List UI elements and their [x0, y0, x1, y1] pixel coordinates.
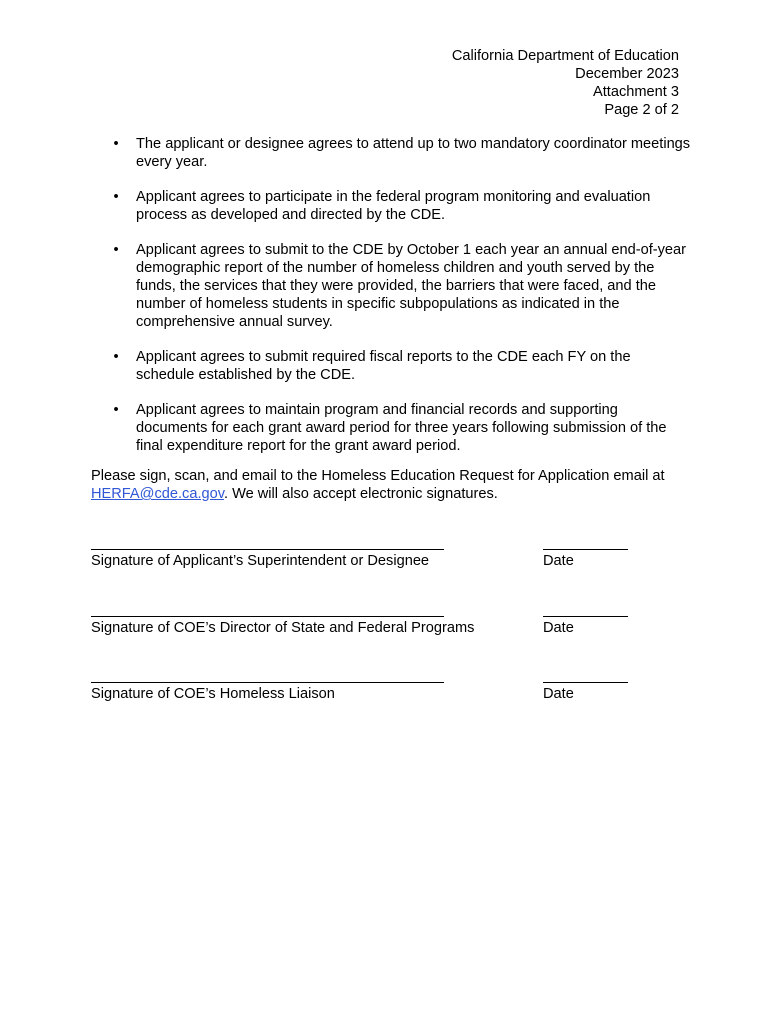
signature-label: Signature of Applicant’s Superintendent or Designee: [91, 553, 430, 569]
instructions-text-end: . We will also accept electronic signatures.: [223, 486, 498, 502]
agreement-item: [91, 348, 691, 384]
date-line[interactable]: [543, 682, 628, 683]
bullet-icon: •: [113, 242, 119, 258]
bullet-icon: •: [113, 349, 119, 365]
agreement-text: The applicant or designee agrees to attend up to two mandatory coordinator meetings every year.: [136, 136, 691, 170]
document-header: [452, 47, 679, 119]
header-date: December 2023: [575, 66, 679, 82]
agreement-text: Applicant agrees to maintain program and financial records and supporting documents for each grant award period for three years following submission of the final expenditure report for the grant award period.: [136, 402, 667, 454]
agreement-item: [91, 135, 691, 171]
date-label: Date: [543, 620, 574, 636]
signature-block-director: [91, 616, 651, 656]
bullet-icon: •: [113, 189, 119, 205]
date-label: Date: [543, 553, 574, 569]
date-line[interactable]: [543, 616, 628, 617]
instructions-text: Please sign, scan, and email to the Homeless Education Request for Application email at: [91, 468, 665, 484]
signature-line[interactable]: [91, 549, 444, 550]
header-attachment: Attachment 3: [593, 84, 679, 100]
signature-block-superintendent: [91, 549, 651, 589]
signature-line[interactable]: [91, 682, 444, 683]
agreement-item: [91, 401, 691, 455]
email-link[interactable]: HERFA@cde.ca.gov: [91, 486, 224, 502]
agreement-text: Applicant agrees to participate in the federal program monitoring and evaluation process as developed and directed by the CDE.: [136, 189, 651, 223]
submission-instructions: [91, 467, 691, 503]
agreement-item: [91, 188, 691, 224]
bullet-icon: •: [113, 402, 119, 418]
bullet-icon: •: [113, 136, 119, 152]
signature-label: Signature of COE’s Director of State and Federal Programs: [91, 620, 475, 636]
date-label: Date: [543, 686, 574, 702]
agreement-text: Applicant agrees to submit to the CDE by October 1 each year an annual end-of-year demographic report of the number of homeless children and youth served by the funds, the services that they were provided, the barriers that were faced, and the number of homeless students in specific subpopulations as indicated in the comprehensive annual survey.: [136, 242, 687, 330]
signature-label: Signature of COE’s Homeless Liaison: [91, 686, 335, 702]
header-page-number: Page 2 of 2: [604, 102, 679, 118]
header-organization: California Department of Education: [451, 48, 679, 64]
signature-line[interactable]: [91, 616, 444, 617]
signature-block-liaison: [91, 682, 651, 722]
agreement-text: Applicant agrees to submit required fiscal reports to the CDE each FY on the schedule established by the CDE.: [136, 349, 631, 383]
agreement-list: [91, 135, 691, 472]
date-line[interactable]: [543, 549, 628, 550]
agreement-item: [91, 241, 691, 331]
